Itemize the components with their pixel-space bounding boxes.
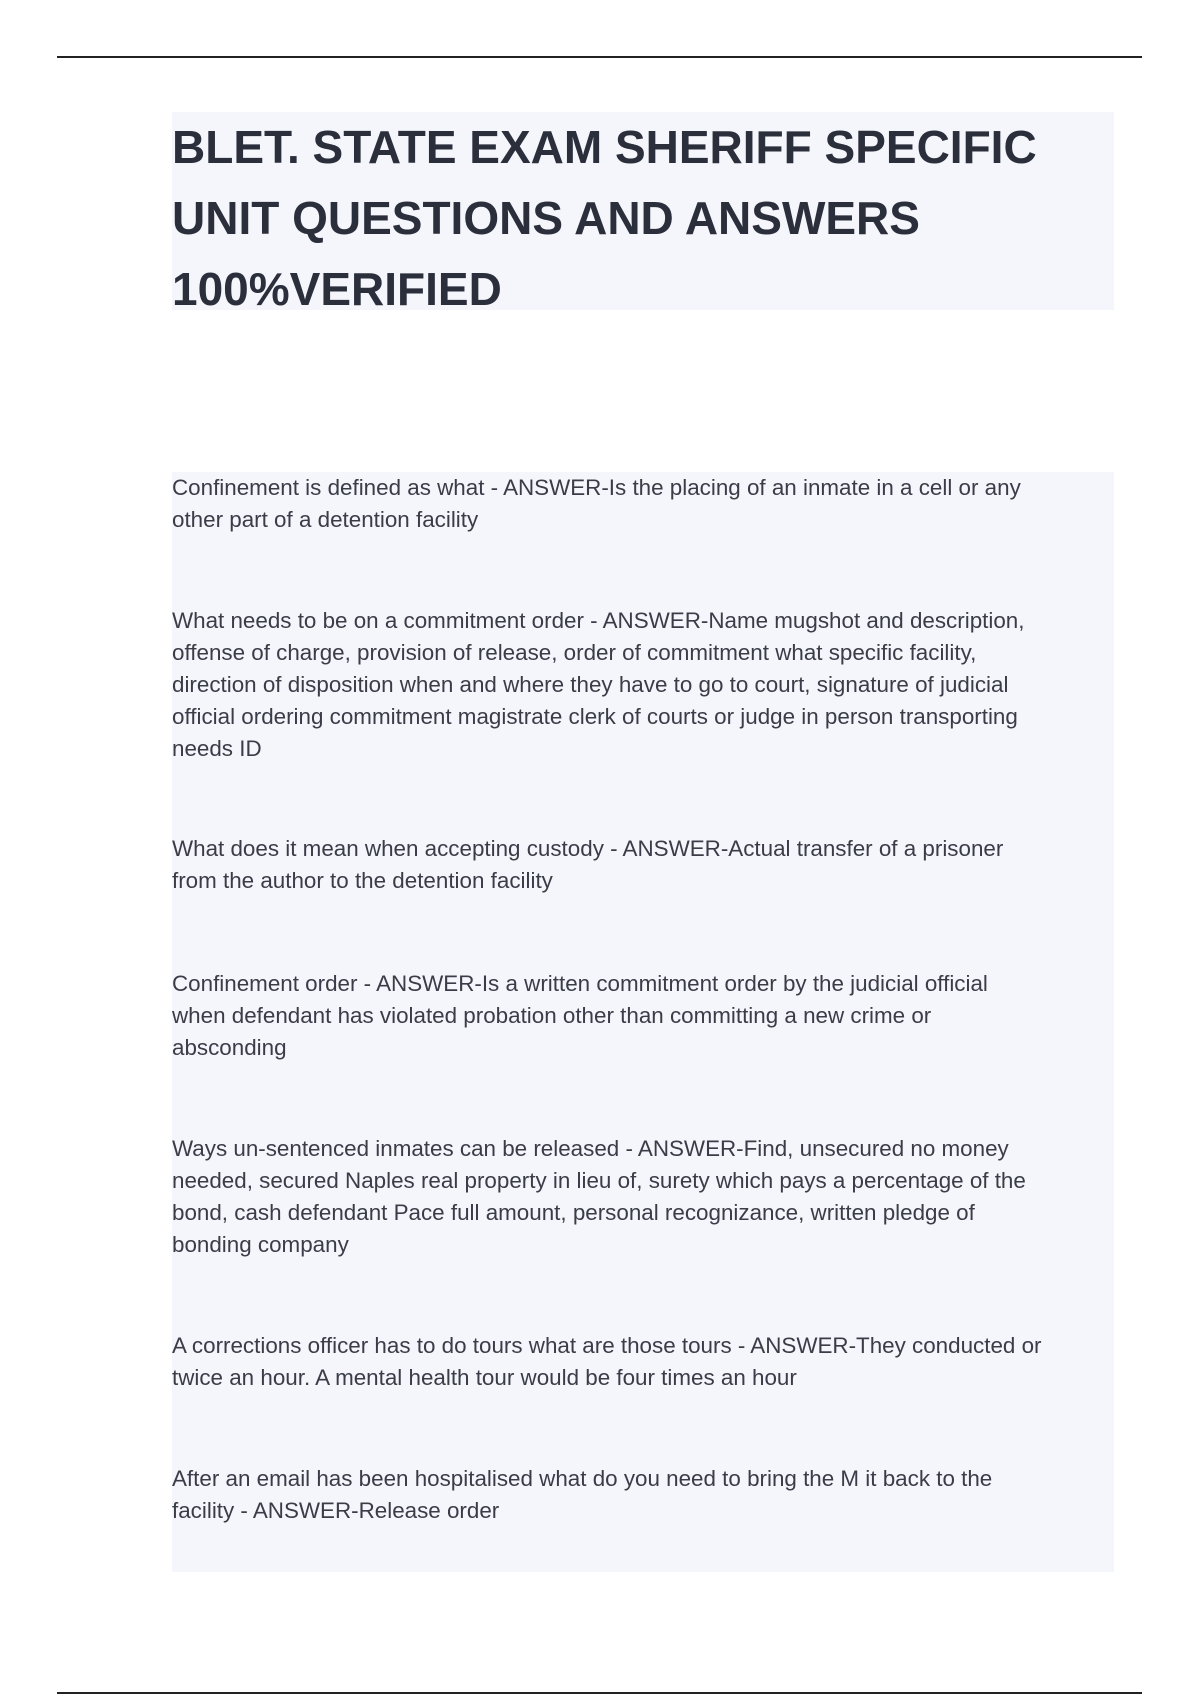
qa-item-6: A corrections officer has to do tours what are those tours - ANSWER-They conducted or twice an hour. A mental health tour would be four times an hour [172, 1333, 1042, 1390]
qa-item-2: What needs to be on a commitment order - ANSWER-Name mugshot and description, offense of charge, provision of release, order of commitment what specific facility, direction of disposition when and where they have to go to court, signature of judicial official ordering commitment magistrate clerk of courts or judge in person transporting needs ID [172, 608, 1025, 761]
qa-item-3: What does it mean when accepting custody - ANSWER-Actual transfer of a prisoner from the author to the detention facility [172, 836, 1004, 893]
qa-item-5: Ways un-sentenced inmates can be released - ANSWER-Find, unsecured no money needed, secured Naples real property in lieu of, surety which pays a percentage of the bond, cash defendant Pace full amount, personal recognizance, written pledge of bonding company [172, 1136, 1026, 1257]
header-rule [57, 56, 1142, 58]
qa-item-7: After an email has been hospitalised what do you need to bring the M it back to the facility - ANSWER-Release order [172, 1466, 993, 1523]
qa-item-1: Confinement is defined as what - ANSWER-Is the placing of an inmate in a cell or any other part of a detention facility [172, 475, 1021, 532]
title-block [172, 112, 1114, 315]
qa-list [172, 472, 1114, 1572]
document-title: BLET. STATE EXAM SHERIFF SPECIFIC UNIT QUESTIONS AND ANSWERS 100%VERIFIED [172, 121, 1037, 315]
qa-item-4: Confinement order - ANSWER-Is a written commitment order by the judicial official when defendant has violated probation other than committing a new crime or absconding [172, 971, 988, 1060]
footer-rule [57, 1692, 1142, 1694]
